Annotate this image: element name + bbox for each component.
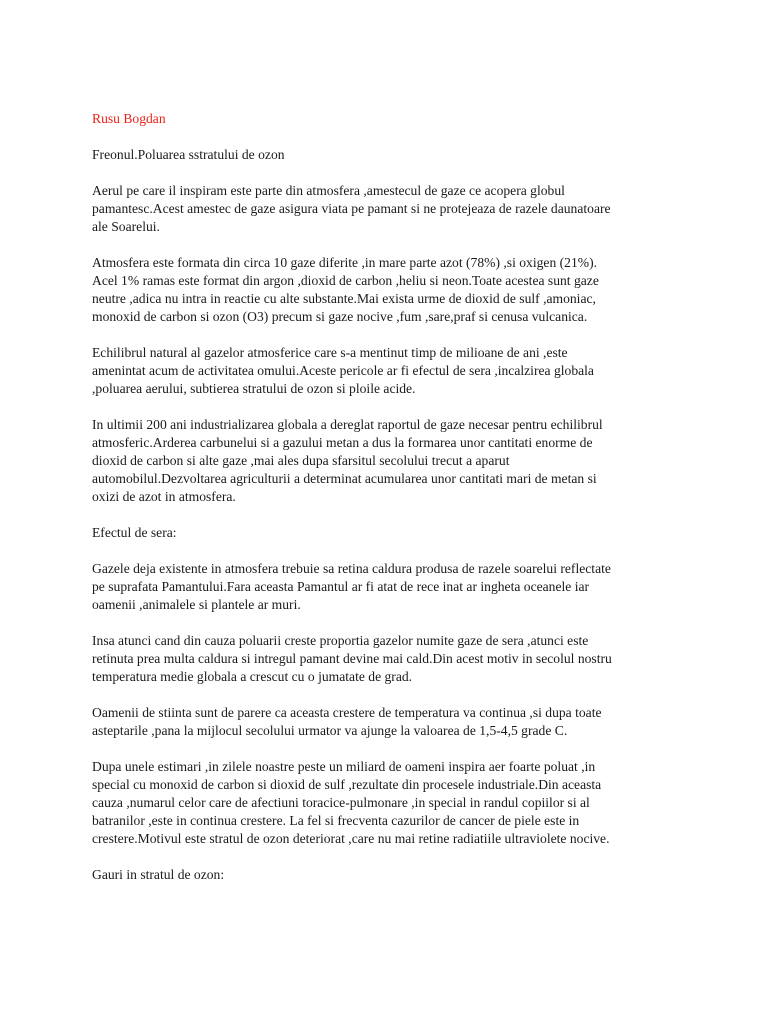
text-line: dioxid de carbon si alte gaze ,mai ales dupa sfarsitul secolului trecut a aparut [92, 453, 510, 468]
paragraph [92, 254, 672, 326]
paragraph [92, 704, 672, 740]
text-line: temperatura medie globala a crescut cu o jumatate de grad. [92, 669, 413, 684]
text-line: ,poluarea aerului, subtierea stratului de ozon si ploile acide. [92, 381, 416, 396]
text-line: Oamenii de stiinta sunt de parere ca aceasta crestere de temperatura va continua ,si dupa toate [92, 705, 602, 720]
text-line: Atmosfera este formata din circa 10 gaze diferite ,in mare parte azot (78%) ,si oxigen (21%). [92, 255, 598, 270]
text-line: special cu monoxid de carbon si dioxid de sulf ,rezultate din procesele industriale.Din aceasta [92, 777, 602, 792]
text-line: Gazele deja existente in atmosfera trebuie sa retina caldura produsa de razele soarelui reflectate [92, 561, 611, 576]
text-line: ale Soarelui. [92, 219, 160, 234]
text-line: Dupa unele estimari ,in zilele noastre peste un miliard de oameni inspira aer foarte poluat ,in [92, 759, 596, 774]
paragraph [92, 416, 672, 506]
text-line: retinuta prea multa caldura si intregul pamant devine mai cald.Din acest motiv in secolul nostru [92, 651, 612, 666]
text-line: Echilibrul natural al gazelor atmosferice care s-a mentinut timp de milioane de ani ,este [92, 345, 568, 360]
document-body [92, 110, 672, 902]
paragraph [92, 344, 672, 398]
text-line: pamantesc.Acest amestec de gaze asigura viata pe pamant si ne protejeaza de razele daunatoare [92, 201, 611, 216]
text-line: oamenii ,animalele si plantele ar muri. [92, 597, 301, 612]
text-line: neutre ,adica nu intra in reactie cu alte substante.Mai exista urme de dioxid de sulf ,amoniac, [92, 291, 596, 306]
document-title: Freonul.Poluarea sstratului de ozon [92, 147, 285, 162]
text-line: oxizi de azot in atmosfera. [92, 489, 236, 504]
paragraph [92, 758, 672, 848]
text-line: cauza ,numarul celor care de afectiuni toracice-pulmonare ,in special in randul copiilor si al [92, 795, 590, 810]
paragraph [92, 632, 672, 686]
text-line: Insa atunci cand din cauza poluarii creste proportia gazelor numite gaze de sera ,atunci este [92, 633, 589, 648]
text-line: Efectul de sera: [92, 525, 177, 540]
text-line: monoxid de carbon si ozon (O3) precum si gaze nocive ,fum ,sare,praf si cenusa vulcanica. [92, 309, 588, 324]
text-line: crestere.Motivul este stratul de ozon deteriorat ,care nu mai retine radiatiile ultraviolete nocive. [92, 831, 610, 846]
text-line: Acel 1% ramas este format din argon ,dioxid de carbon ,heliu si neon.Toate acestea sunt gaze [92, 273, 599, 288]
text-line: automobilul.Dezvoltarea agriculturii a determinat acumularea unor cantitati mari de metan si [92, 471, 597, 486]
text-line: batranilor ,este in continua crestere. La fel si frecventa cazurilor de cancer de piele este in [92, 813, 580, 828]
paragraph-list [92, 182, 672, 884]
paragraph [92, 560, 672, 614]
paragraph [92, 182, 672, 236]
text-line: asteptarile ,pana la mijlocul secolului urmator va ajunge la valoarea de 1,5-4,5 grade C. [92, 723, 568, 738]
text-line: Aerul pe care il inspiram este parte din atmosfera ,amestecul de gaze ce acopera globul [92, 183, 565, 198]
text-line: pe suprafata Pamantului.Fara aceasta Pamantul ar fi atat de rece inat ar ingheta oceanele iar [92, 579, 590, 594]
author-name: Rusu Bogdan [92, 111, 166, 126]
paragraph [92, 866, 672, 884]
text-line: amenintat acum de activitatea omului.Aceste pericole ar fi efectul de sera ,incalzirea globala [92, 363, 594, 378]
text-line: atmosferic.Arderea carbunelui si a gazului metan a dus la formarea unor cantitati enorme de [92, 435, 593, 450]
text-line: Gauri in stratul de ozon: [92, 867, 225, 882]
text-line: In ultimii 200 ani industrializarea globala a dereglat raportul de gaze necesar pentru echilibrul [92, 417, 603, 432]
paragraph [92, 524, 672, 542]
